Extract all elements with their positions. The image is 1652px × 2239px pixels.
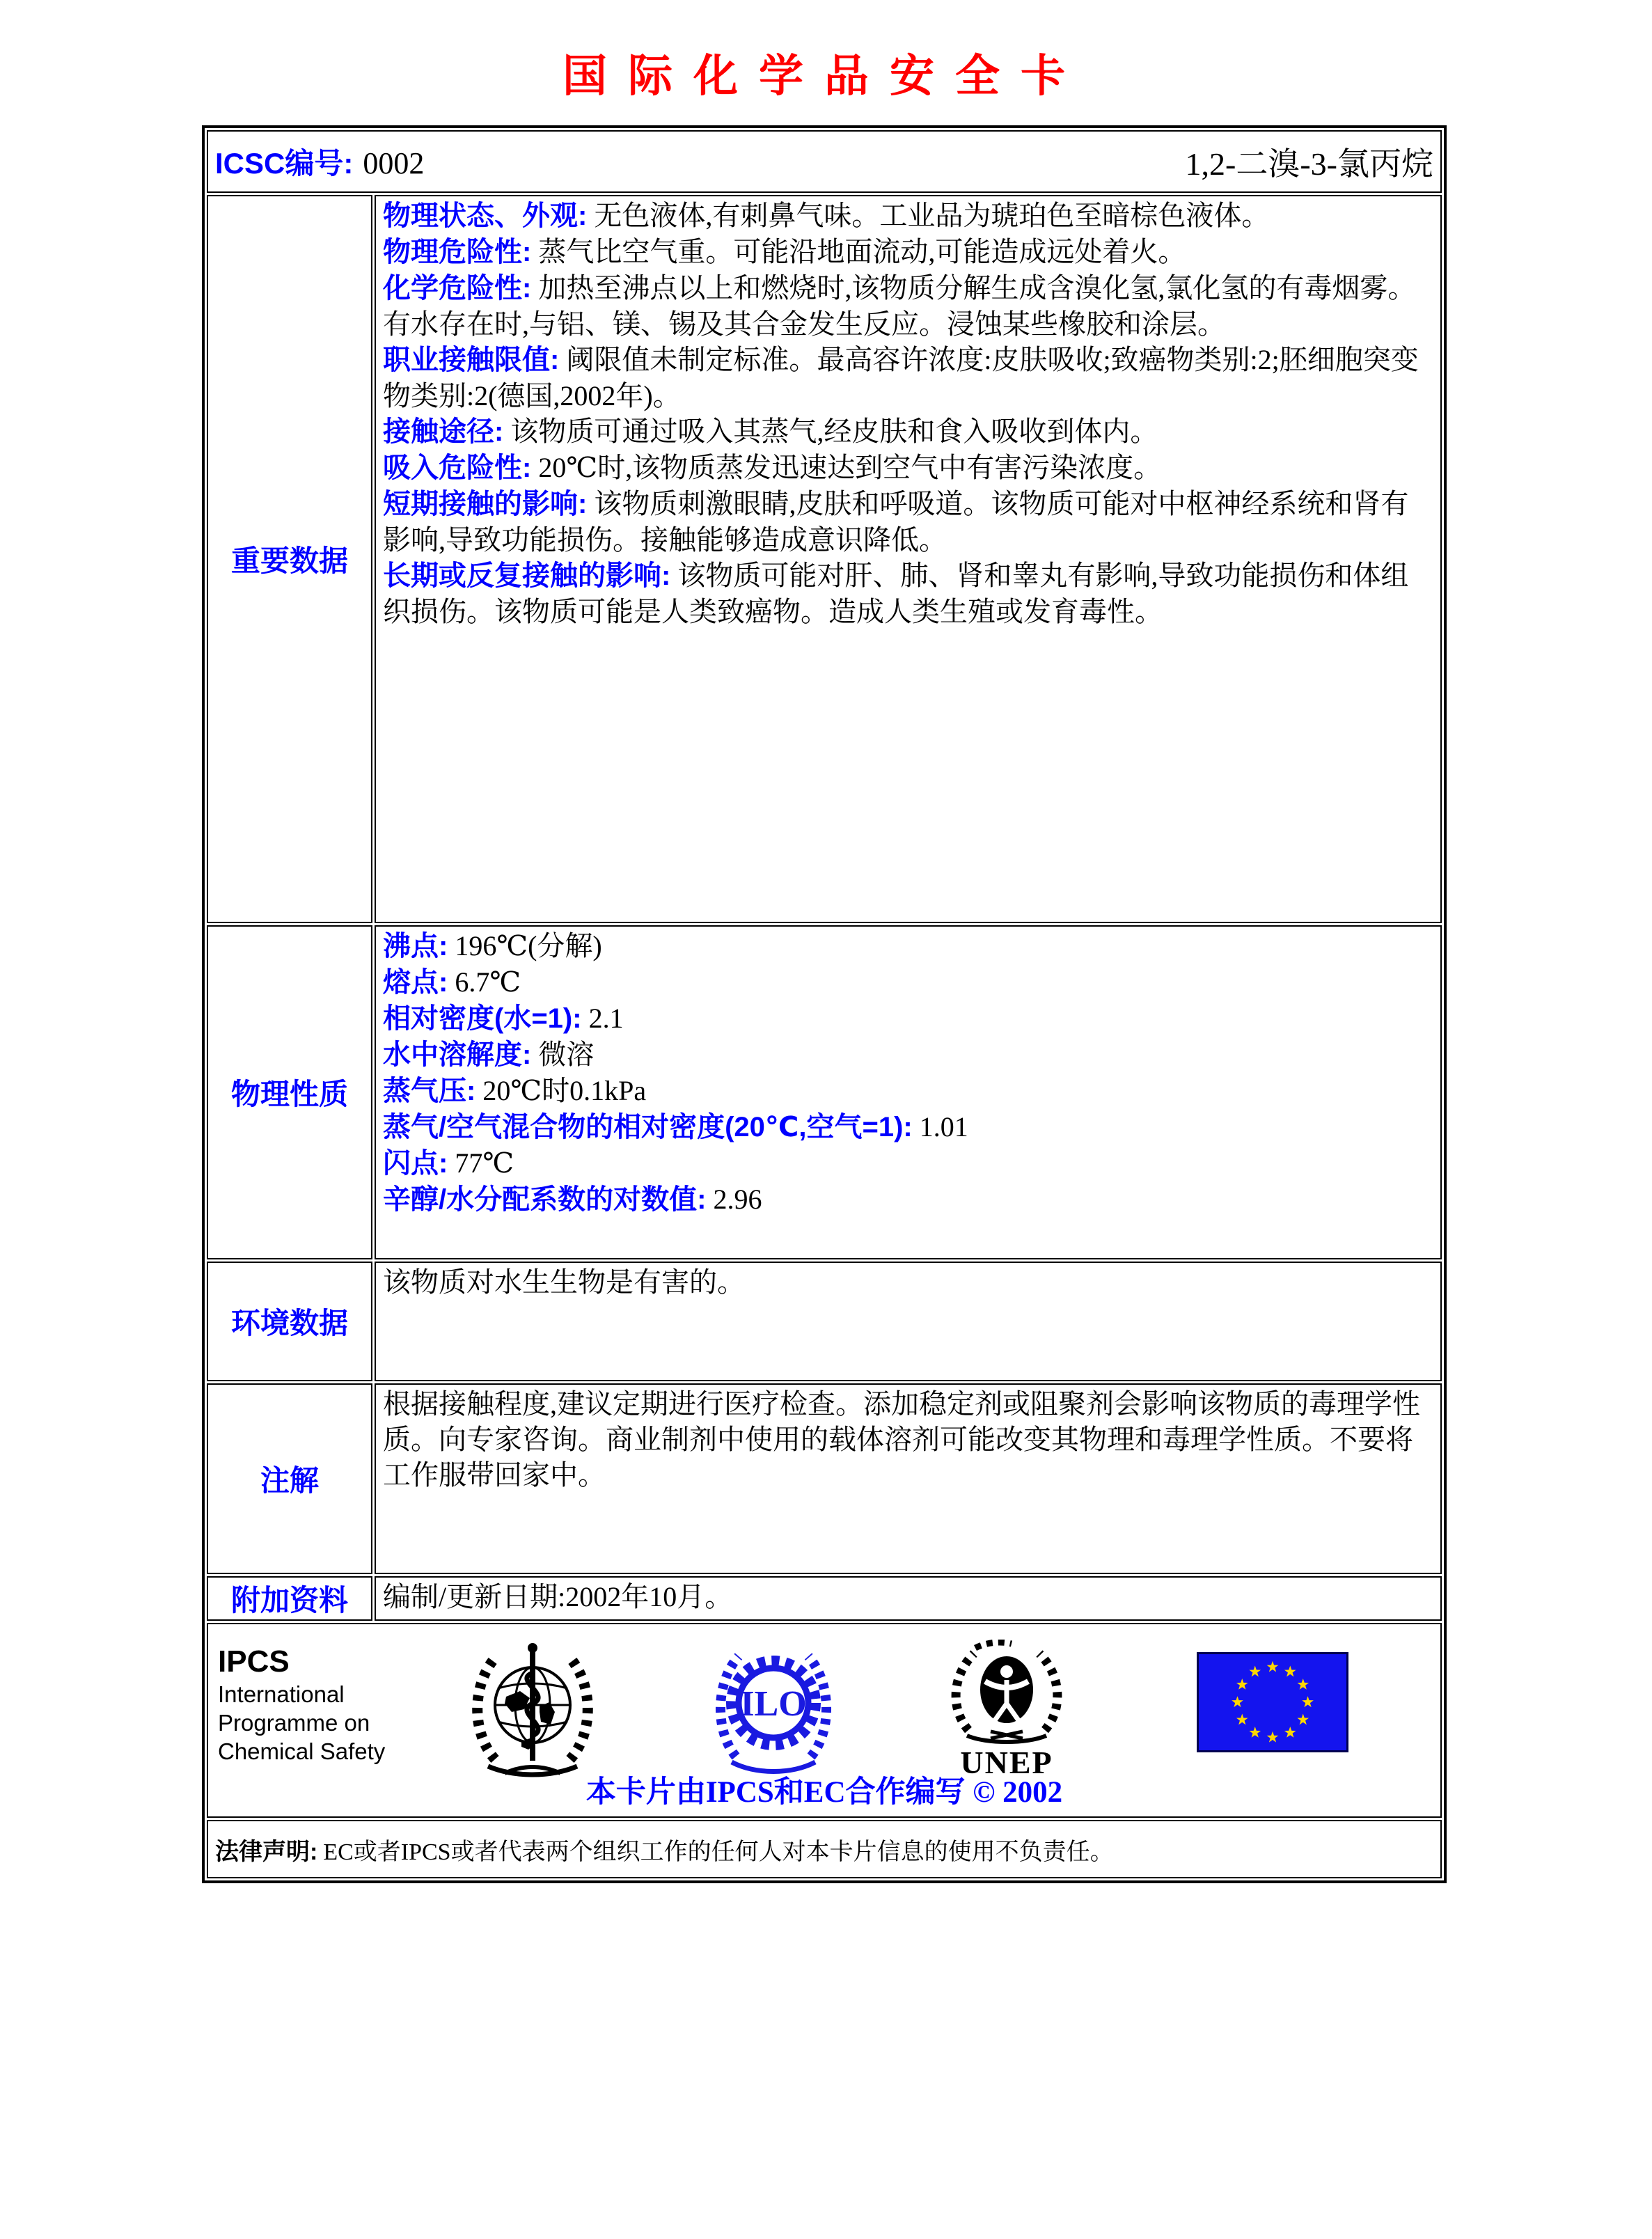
property-text: 196℃(分解) [455, 930, 602, 961]
property-label: 蒸气/空气混合物的相对密度(20℃,空气=1): [383, 1112, 913, 1142]
additional-info-text: 编制/更新日期:2002年10月。 [383, 1581, 733, 1612]
property-item [383, 1181, 1433, 1218]
property-text: 20℃时0.1kPa [482, 1075, 647, 1106]
icsc-number [215, 141, 424, 182]
property-text: 微溶 [538, 1039, 595, 1070]
property-label: 长期或反复接触的影响: [383, 560, 671, 591]
property-item [383, 198, 1433, 234]
property-label: 物理状态、外观: [383, 201, 588, 231]
property-text: 2.96 [713, 1184, 762, 1215]
unep-emblem-icon [947, 1640, 1066, 1778]
property-item [383, 928, 1433, 964]
logos-cell [207, 1623, 1442, 1818]
environmental-data-text: 该物质对水生生物是有害的。 [383, 1266, 745, 1298]
important-data-content [375, 195, 1442, 923]
property-label: 熔点: [383, 967, 448, 998]
section-label-important-data: 重要数据 [207, 195, 372, 923]
property-item [383, 1073, 1433, 1109]
property-label: 短期接触的影响: [383, 489, 588, 519]
caption-text: 本卡片由IPCS和EC合作编写 [585, 1776, 966, 1809]
property-text: 阈限值未制定标准。最高容许浓度:皮肤吸收;致癌物类别:2;胚细胞突变物类别:2(德国,2002年)。 [383, 344, 1419, 411]
property-text: 2.1 [588, 1003, 624, 1034]
property-item [383, 234, 1433, 270]
property-label: 水中溶解度: [383, 1039, 532, 1070]
additional-info-row [207, 1576, 1442, 1621]
property-text: 该物质刺激眼睛,皮肤和呼吸道。该物质可能对中枢神经系统和肾有影响,导致功能损伤。接触能够造成意识降低。 [383, 488, 1409, 556]
card-caption [208, 1768, 1440, 1811]
physical-properties-row [207, 925, 1442, 1259]
section-label-physical-properties: 物理性质 [207, 925, 372, 1259]
property-label: 沸点: [383, 931, 448, 961]
header-row [207, 130, 1442, 193]
page-title: 国际化学品安全卡 [563, 52, 1086, 101]
ipcs-line: Chemical Safety [218, 1738, 386, 1764]
legal-label: 法律声明: [215, 1838, 318, 1865]
icsc-number-label: ICSC编号: [215, 147, 354, 180]
environmental-data-row [207, 1262, 1442, 1381]
important-data-row [207, 195, 1442, 923]
property-item [383, 964, 1433, 1000]
notes-row [207, 1383, 1442, 1574]
section-label-environmental-data: 环境数据 [207, 1262, 372, 1381]
ilo-letters: ILO [740, 1684, 807, 1724]
property-item [383, 1000, 1433, 1037]
property-text: 该物质可通过吸入其蒸气,经皮肤和食入吸收到体内。 [510, 416, 1158, 447]
property-item [383, 450, 1433, 486]
property-label: 辛醇/水分配系数的对数值: [383, 1184, 707, 1215]
icsc-card-table [202, 125, 1447, 1883]
notes-content [375, 1383, 1442, 1574]
eu-flag-icon [1197, 1652, 1348, 1752]
ilo-emblem-icon [711, 1637, 836, 1780]
property-text: 无色液体,有刺鼻气味。工业品为琥珀色至暗棕色液体。 [594, 200, 1270, 231]
environmental-data-content [375, 1262, 1442, 1381]
property-text: 加热至沸点以上和燃烧时,该物质分解生成含溴化氢,氯化氢的有毒烟雾。有水存在时,与铝、镁、锡及其合金发生反应。浸蚀某些橡胶和涂层。 [383, 272, 1416, 340]
property-item [383, 270, 1433, 342]
property-item [383, 486, 1433, 558]
section-label-additional-info: 附加资料 [207, 1576, 372, 1621]
ipcs-text-block [218, 1644, 385, 1766]
property-item [383, 1109, 1433, 1145]
property-text: 20℃时,该物质蒸发迅速达到空气中有害污染浓度。 [538, 452, 1162, 483]
property-text: 6.7℃ [455, 966, 521, 998]
logos-row [207, 1623, 1442, 1818]
legal-cell [207, 1820, 1442, 1878]
header-cell [207, 130, 1442, 193]
caption-copyright: © 2002 [973, 1776, 1063, 1809]
property-label: 吸入危险性: [383, 453, 532, 483]
who-emblem-icon [464, 1637, 601, 1785]
property-item [383, 558, 1433, 629]
property-label: 职业接触限值: [383, 345, 560, 375]
property-item [383, 1037, 1433, 1073]
property-text: 蒸气比空气重。可能沿地面流动,可能造成远处着火。 [538, 236, 1186, 267]
legal-row [207, 1820, 1442, 1878]
legal-text: EC或者IPCS或者代表两个组织工作的任何人对本卡片信息的使用不负责任。 [323, 1839, 1114, 1865]
property-label: 化学危险性: [383, 273, 532, 304]
property-text: 1.01 [919, 1111, 968, 1142]
property-item [383, 1145, 1433, 1181]
ipcs-line: Programme on [218, 1710, 370, 1736]
property-label: 相对密度(水=1): [383, 1003, 582, 1034]
property-item [383, 342, 1433, 414]
substance-name: 1,2-二溴-3-氯丙烷 [1185, 146, 1433, 182]
property-label: 物理危险性: [383, 237, 532, 267]
property-label: 接触途径: [383, 416, 504, 447]
additional-info-content [375, 1576, 1442, 1621]
property-text: 该物质可能对肝、肺、肾和睾丸有影响,导致功能损伤和体组织损伤。该物质可能是人类致癌物。造成人类生殖或发育毒性。 [383, 560, 1409, 627]
notes-text: 根据接触程度,建议定期进行医疗检查。添加稳定剂或阻聚剂会影响该物质的毒理学性质。向专家咨询。商业制剂中使用的载体溶剂可能改变其物理和毒理学性质。不要将工作服带回家中。 [383, 1388, 1420, 1491]
ipcs-acronym: IPCS [218, 1644, 290, 1679]
property-label: 闪点: [383, 1148, 448, 1179]
property-text: 77℃ [455, 1147, 514, 1179]
section-label-notes: 注解 [207, 1383, 372, 1574]
property-label: 蒸气压: [383, 1076, 476, 1106]
property-item [383, 414, 1433, 450]
unep-wordmark: UNEP [960, 1745, 1053, 1780]
ipcs-line: International [218, 1681, 345, 1707]
icsc-number-value: 0002 [363, 146, 425, 180]
physical-properties-content [375, 925, 1442, 1259]
